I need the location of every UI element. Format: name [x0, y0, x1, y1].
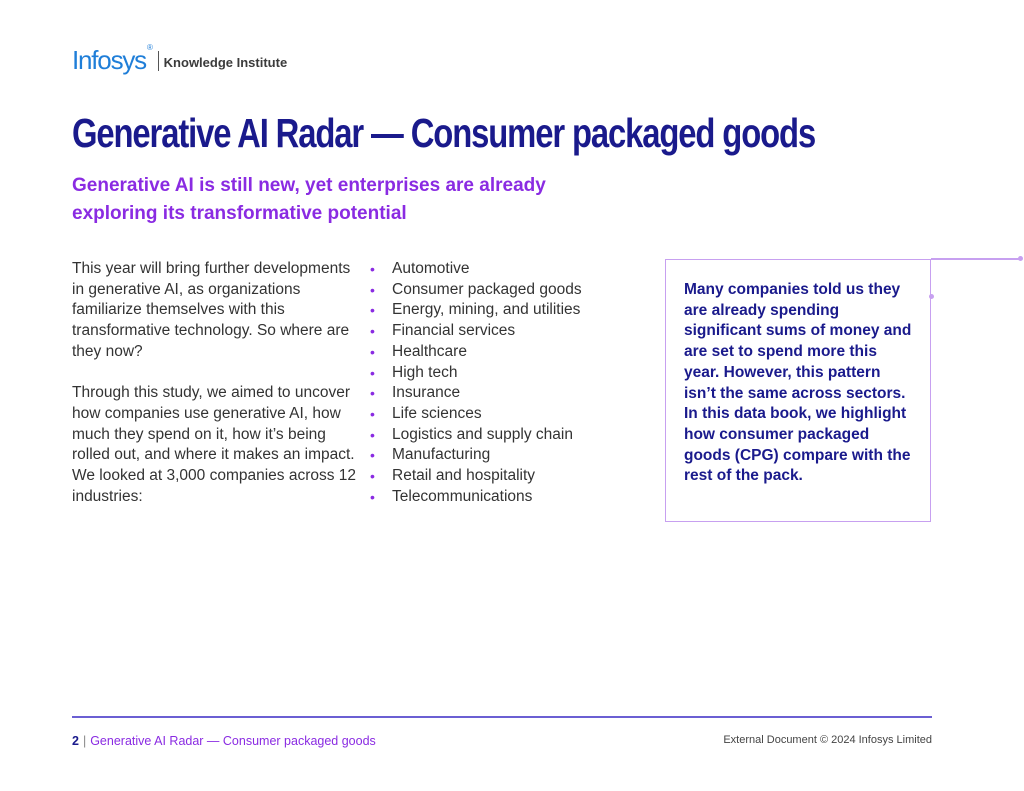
footer-divider [72, 716, 932, 718]
list-item: • Healthcare [370, 342, 582, 363]
bullet-icon: • [370, 343, 375, 360]
footer-legal: External Document © 2024 Infosys Limited [723, 734, 932, 746]
bullet-icon: • [370, 385, 375, 402]
list-item: • Logistics and supply chain [370, 425, 582, 446]
footer-page-info [72, 734, 376, 748]
decorative-dot-icon [1018, 256, 1023, 261]
list-item: • Consumer packaged goods [370, 280, 582, 301]
list-item: • Life sciences [370, 404, 582, 425]
page-subtitle: Generative AI is still new, yet enterprises are already exploring its transformative potential [72, 175, 546, 224]
bullet-icon: • [370, 447, 375, 464]
bullet-icon: • [370, 426, 375, 443]
bullet-icon: • [370, 488, 375, 505]
logo-divider [158, 51, 159, 71]
bullet-icon: • [370, 405, 375, 422]
bullet-icon: • [370, 261, 375, 277]
bullet-icon: • [370, 364, 375, 381]
list-item: • Telecommunications [370, 487, 582, 508]
industry-list [370, 259, 582, 507]
intro-paragraph-2: Through this study, we aimed to uncover how companies use generative AI, how much they spend on it, how it’s being rolled out, and where it makes an impact. We looked at 3,000 companies across 12 industries: [72, 384, 357, 505]
intro-text [72, 259, 357, 528]
footer-doc-title: Generative AI Radar — Consumer packaged goods [90, 734, 376, 748]
intro-paragraph-1: This year will bring further developments in generative AI, as organizations familiarize themselves with this transformative technology. So where are they now? [72, 260, 351, 360]
bullet-icon: • [370, 302, 375, 319]
registered-mark: ® [146, 43, 152, 52]
list-item: • Automotive [370, 259, 582, 280]
bullet-icon: • [370, 468, 375, 485]
list-item: • High tech [370, 363, 582, 384]
bullet-icon: • [370, 323, 375, 340]
page-number: 2 [72, 734, 79, 748]
footer-separator: | [82, 734, 87, 748]
list-item: • Retail and hospitality [370, 466, 582, 487]
list-item: • Insurance [370, 383, 582, 404]
decorative-dot-icon [929, 294, 934, 299]
infosys-logo [72, 43, 288, 75]
decorative-line [931, 258, 1021, 260]
callout-text: Many companies told us they are already spending significant sums of money and are set to spend more this year. However, this pattern isn’t the same across sectors. In this data book, we highlight how consumer packaged goods (CPG) compare with the rest of the pack. [684, 281, 912, 485]
page-title: Generative AI Radar — Consumer packaged goods [72, 110, 816, 156]
bullet-icon: • [370, 281, 375, 298]
list-item: • Energy, mining, and utilities [370, 300, 582, 321]
list-item: • Manufacturing [370, 445, 582, 466]
logo-subtitle: Knowledge Institute [163, 55, 288, 70]
logo-brand: Infosys® [72, 43, 152, 75]
list-item: • Financial services [370, 321, 582, 342]
